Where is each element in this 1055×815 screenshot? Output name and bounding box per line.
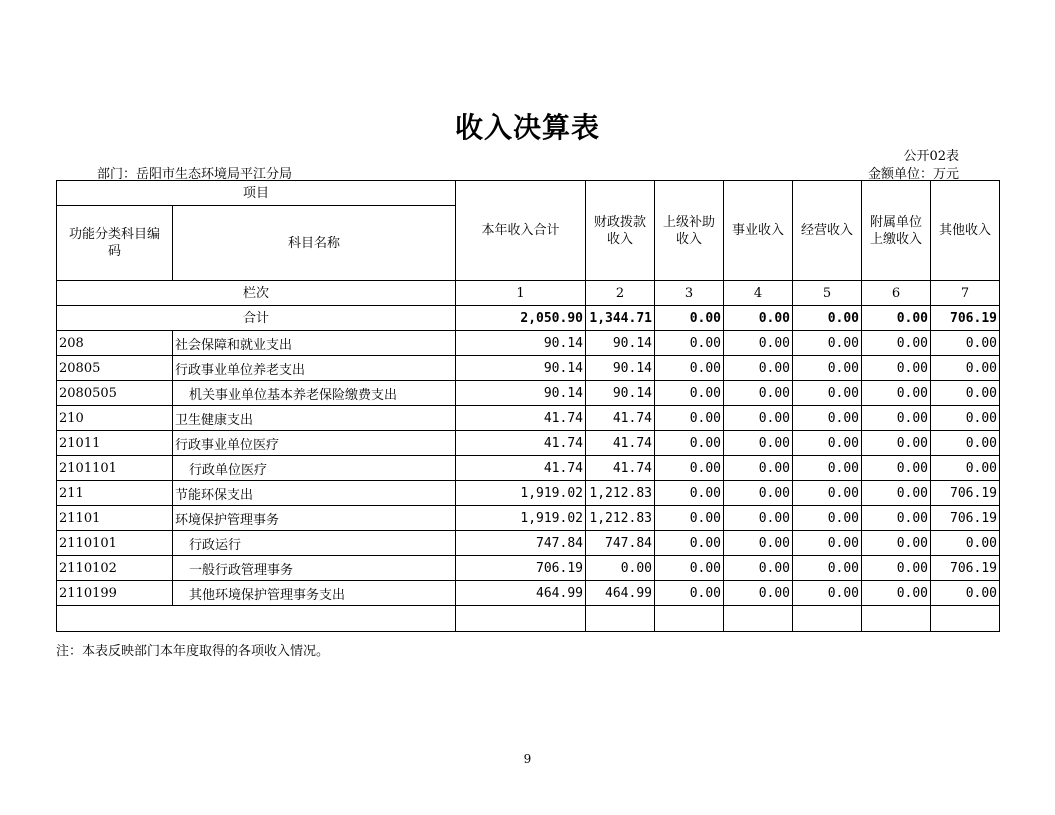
empty-cell <box>931 606 1000 632</box>
table-row <box>57 356 1000 381</box>
row-name: 机关事业单位基本养老保险缴费支出 <box>173 381 456 406</box>
row-name: 社会保障和就业支出 <box>173 331 456 356</box>
row-value: 0.00 <box>655 456 724 481</box>
empty-cell <box>724 606 793 632</box>
row-name: 卫生健康支出 <box>173 406 456 431</box>
total-value: 1,344.71 <box>586 306 655 331</box>
row-value: 41.74 <box>456 456 586 481</box>
row-value: 0.00 <box>655 506 724 531</box>
row-value: 90.14 <box>456 381 586 406</box>
row-value: 0.00 <box>862 506 931 531</box>
row-name: 行政事业单位医疗 <box>173 431 456 456</box>
row-value: 0.00 <box>724 556 793 581</box>
row-value: 706.19 <box>456 556 586 581</box>
table-row <box>57 556 1000 581</box>
row-value: 0.00 <box>655 406 724 431</box>
column-number-row <box>57 281 1000 306</box>
column-number: 7 <box>931 281 1000 306</box>
row-value: 41.74 <box>586 431 655 456</box>
row-value: 464.99 <box>456 581 586 606</box>
row-value: 0.00 <box>931 431 1000 456</box>
row-value: 41.74 <box>456 406 586 431</box>
empty-cell <box>57 606 456 632</box>
revenue-table <box>56 180 1000 632</box>
row-value: 0.00 <box>862 581 931 606</box>
empty-cell <box>655 606 724 632</box>
func-code-header: 功能分类科目编码 <box>57 206 173 281</box>
row-value: 0.00 <box>931 581 1000 606</box>
row-code: 21011 <box>57 431 173 456</box>
row-value: 706.19 <box>931 506 1000 531</box>
row-value: 0.00 <box>655 556 724 581</box>
row-value: 0.00 <box>862 406 931 431</box>
business-header: 事业收入 <box>724 181 793 281</box>
row-value: 0.00 <box>862 331 931 356</box>
row-value: 0.00 <box>724 456 793 481</box>
column-number: 4 <box>724 281 793 306</box>
row-value: 0.00 <box>793 381 862 406</box>
row-value: 0.00 <box>793 506 862 531</box>
row-code: 2101101 <box>57 456 173 481</box>
row-value: 1,919.02 <box>456 481 586 506</box>
total-value: 0.00 <box>862 306 931 331</box>
total-label: 合计 <box>57 306 456 331</box>
column-number: 5 <box>793 281 862 306</box>
unit-label: 金额单位：万元 <box>867 167 959 182</box>
empty-cell <box>862 606 931 632</box>
row-value: 0.00 <box>793 531 862 556</box>
row-value: 0.00 <box>655 331 724 356</box>
table-row <box>57 406 1000 431</box>
form-number: 公开02表 <box>903 149 959 164</box>
operating-header: 经营收入 <box>793 181 862 281</box>
row-value: 706.19 <box>931 481 1000 506</box>
table-row <box>57 381 1000 406</box>
row-value: 0.00 <box>862 381 931 406</box>
row-value: 0.00 <box>724 356 793 381</box>
row-value: 90.14 <box>456 331 586 356</box>
row-value: 0.00 <box>931 456 1000 481</box>
row-value: 706.19 <box>931 556 1000 581</box>
table-row <box>57 481 1000 506</box>
row-value: 0.00 <box>793 406 862 431</box>
row-value: 0.00 <box>931 531 1000 556</box>
row-value: 0.00 <box>793 556 862 581</box>
row-value: 1,212.83 <box>586 481 655 506</box>
column-label: 栏次 <box>57 281 456 306</box>
row-name: 行政运行 <box>173 531 456 556</box>
row-value: 0.00 <box>793 431 862 456</box>
row-value: 0.00 <box>655 431 724 456</box>
row-value: 747.84 <box>456 531 586 556</box>
row-value: 0.00 <box>586 556 655 581</box>
empty-row <box>57 606 1000 632</box>
row-code: 2110102 <box>57 556 173 581</box>
table-row <box>57 506 1000 531</box>
row-value: 0.00 <box>724 406 793 431</box>
total-value: 2,050.90 <box>456 306 586 331</box>
footnote: 注：本表反映部门本年度取得的各项收入情况。 <box>56 644 330 659</box>
subject-name-header: 科目名称 <box>173 206 456 281</box>
total-value: 0.00 <box>793 306 862 331</box>
empty-cell <box>793 606 862 632</box>
row-name: 行政单位医疗 <box>173 456 456 481</box>
row-value: 0.00 <box>655 531 724 556</box>
row-value: 0.00 <box>862 356 931 381</box>
total-value: 0.00 <box>655 306 724 331</box>
row-value: 0.00 <box>724 481 793 506</box>
total-value: 706.19 <box>931 306 1000 331</box>
row-value: 0.00 <box>724 531 793 556</box>
project-header: 项目 <box>57 181 456 206</box>
page-title: 收入决算表 <box>454 111 600 144</box>
row-value: 0.00 <box>724 381 793 406</box>
fiscal-header: 财政拨款收入 <box>586 181 655 281</box>
row-value: 90.14 <box>586 381 655 406</box>
row-value: 0.00 <box>793 581 862 606</box>
row-value: 0.00 <box>793 331 862 356</box>
superior-header: 上级补助收入 <box>655 181 724 281</box>
table-row <box>57 581 1000 606</box>
row-code: 210 <box>57 406 173 431</box>
row-code: 2110101 <box>57 531 173 556</box>
row-value: 90.14 <box>456 356 586 381</box>
empty-cell <box>586 606 655 632</box>
row-value: 0.00 <box>655 381 724 406</box>
row-code: 21101 <box>57 506 173 531</box>
row-value: 0.00 <box>724 331 793 356</box>
row-value: 0.00 <box>862 481 931 506</box>
row-code: 208 <box>57 331 173 356</box>
column-number: 2 <box>586 281 655 306</box>
row-value: 747.84 <box>586 531 655 556</box>
column-number: 3 <box>655 281 724 306</box>
row-value: 0.00 <box>862 431 931 456</box>
affiliated-header: 附属单位上缴收入 <box>862 181 931 281</box>
column-number: 1 <box>456 281 586 306</box>
row-value: 0.00 <box>793 481 862 506</box>
row-value: 0.00 <box>862 531 931 556</box>
department-label: 部门：岳阳市生态环境局平江分局 <box>97 167 293 182</box>
total-row <box>57 306 1000 331</box>
row-code: 2110199 <box>57 581 173 606</box>
table-row <box>57 531 1000 556</box>
row-value: 41.74 <box>586 406 655 431</box>
row-value: 0.00 <box>931 356 1000 381</box>
row-value: 0.00 <box>793 356 862 381</box>
other-header: 其他收入 <box>931 181 1000 281</box>
total-header: 本年收入合计 <box>456 181 586 281</box>
row-name: 行政事业单位养老支出 <box>173 356 456 381</box>
row-value: 0.00 <box>724 431 793 456</box>
table-row <box>57 456 1000 481</box>
row-value: 41.74 <box>586 456 655 481</box>
row-code: 211 <box>57 481 173 506</box>
row-value: 0.00 <box>724 581 793 606</box>
row-value: 0.00 <box>793 456 862 481</box>
page-number: 9 <box>523 752 532 766</box>
row-value: 90.14 <box>586 356 655 381</box>
row-value: 0.00 <box>724 506 793 531</box>
row-value: 90.14 <box>586 331 655 356</box>
table-row <box>57 331 1000 356</box>
row-code: 20805 <box>57 356 173 381</box>
row-value: 0.00 <box>655 356 724 381</box>
table-row <box>57 431 1000 456</box>
column-number: 6 <box>862 281 931 306</box>
row-name: 一般行政管理事务 <box>173 556 456 581</box>
row-value: 41.74 <box>456 431 586 456</box>
row-code: 2080505 <box>57 381 173 406</box>
empty-cell <box>456 606 586 632</box>
total-value: 0.00 <box>724 306 793 331</box>
row-name: 节能环保支出 <box>173 481 456 506</box>
row-value: 0.00 <box>862 456 931 481</box>
row-value: 0.00 <box>931 381 1000 406</box>
row-value: 464.99 <box>586 581 655 606</box>
row-value: 0.00 <box>655 581 724 606</box>
row-value: 0.00 <box>655 481 724 506</box>
row-value: 0.00 <box>931 406 1000 431</box>
row-value: 1,212.83 <box>586 506 655 531</box>
row-value: 0.00 <box>862 556 931 581</box>
row-name: 其他环境保护管理事务支出 <box>173 581 456 606</box>
row-value: 1,919.02 <box>456 506 586 531</box>
row-value: 0.00 <box>931 331 1000 356</box>
row-name: 环境保护管理事务 <box>173 506 456 531</box>
